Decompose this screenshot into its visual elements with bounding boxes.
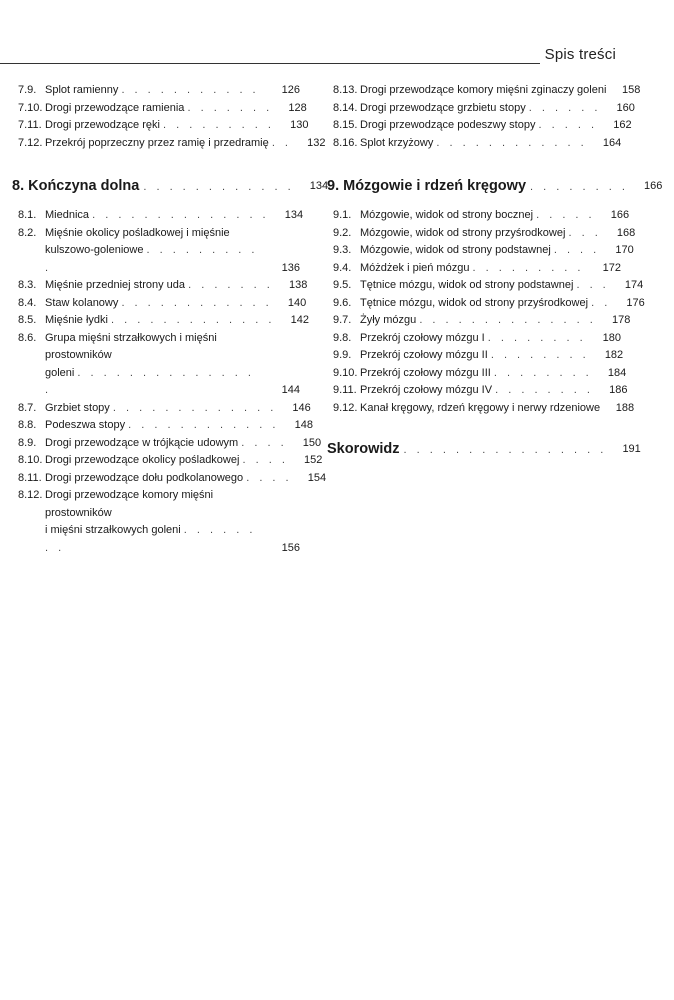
toc-entry[interactable] xyxy=(327,117,632,135)
toc-entry[interactable] xyxy=(12,417,313,435)
leader-dots: . . . . . . . . xyxy=(495,384,594,396)
toc-entry[interactable] xyxy=(12,312,309,330)
entry-number: 9.6. xyxy=(333,296,352,309)
leader-dots: . . . . . . . . . . . . xyxy=(121,296,273,309)
leader-dots: . . . . . . . . . xyxy=(163,119,275,131)
toc-entry[interactable] xyxy=(12,435,322,453)
leader-dots: . . . . . xyxy=(536,209,596,221)
entry-number: 9.10. xyxy=(333,366,358,379)
entry-page: 158 xyxy=(622,84,641,96)
toc-entry[interactable] xyxy=(327,242,634,260)
toc-entry[interactable] xyxy=(12,295,307,313)
entry-page: 174 xyxy=(624,279,644,291)
entry-number: 9.1. xyxy=(333,209,352,221)
leader-dots: . . xyxy=(271,136,292,149)
entry-page: 152 xyxy=(304,454,323,466)
leader-dots: . . . . . . . . . . . . . xyxy=(112,401,277,414)
leader-dots: . . . . . . . . . . . . . . . xyxy=(45,366,255,396)
leader-dots: . . . . . . . . xyxy=(490,349,590,361)
entry-page: 140 xyxy=(287,296,307,309)
entry-title: Żyły mózgu xyxy=(360,314,417,326)
entry-number: 8.1. xyxy=(18,209,37,221)
entry-page: 126 xyxy=(281,84,300,96)
entry-number: 8.4. xyxy=(18,296,37,309)
entry-number: 8.11. xyxy=(18,471,42,484)
entry-title: Splot krzyżowy xyxy=(360,136,434,149)
entry-number: 8.7. xyxy=(18,401,37,414)
leader-dots: . . . . . . . . . . . . xyxy=(436,136,588,149)
entry-page: 160 xyxy=(616,101,635,114)
toc-entry[interactable] xyxy=(12,487,300,557)
toc-group-8 xyxy=(12,207,327,557)
toc-entry[interactable] xyxy=(327,225,636,243)
entry-title: Drogi przewodzące w trójkącie udowym xyxy=(45,436,239,449)
entry-number: 8.14. xyxy=(333,101,358,114)
leader-dots: . . . . . . . . . . . . xyxy=(128,419,279,431)
entry-page: 154 xyxy=(307,471,327,484)
entry-page: 132 xyxy=(307,136,326,149)
leader-dots: . . . . . . . . xyxy=(530,181,629,193)
entry-number: 8.10. xyxy=(18,454,43,466)
toc-entry[interactable] xyxy=(12,330,300,400)
leader-dots: . . . . . . . . xyxy=(487,331,587,344)
index-page: 191 xyxy=(622,443,641,455)
entry-page: 130 xyxy=(290,119,309,131)
entry-page: 142 xyxy=(290,314,309,326)
entry-page: 164 xyxy=(602,136,622,149)
leader-dots: . . . . . . . . . . . . . . xyxy=(92,209,270,221)
toc-entry[interactable] xyxy=(12,117,309,135)
entry-number: 8.9. xyxy=(18,436,37,449)
entry-number: 9.2. xyxy=(333,226,352,239)
entry-title: Grupa mięśni strzałkowych i mięśni prostowników xyxy=(45,331,217,361)
toc-group-8-continued xyxy=(327,82,641,152)
entry-title: Mózgowie, widok od strony bocznej xyxy=(360,209,534,221)
toc-entry[interactable] xyxy=(12,100,307,118)
entry-page: 136 xyxy=(281,261,300,274)
leader-dots: . . . xyxy=(568,226,602,239)
toc-entry[interactable] xyxy=(327,135,621,153)
entry-page: 182 xyxy=(604,349,624,361)
leader-dots: . . . . . . . . . . xyxy=(45,244,258,274)
leader-dots: . . . . . . . . . xyxy=(472,261,584,274)
entry-page: 166 xyxy=(610,209,630,221)
leader-dots: . . xyxy=(591,296,611,309)
entry-number: 9.3. xyxy=(333,244,352,256)
entry-title: Przekrój czołowy mózgu II xyxy=(360,349,488,361)
chapter-title: 8. Kończyna dolna xyxy=(12,178,140,194)
entry-number: 8.13. xyxy=(333,84,358,96)
entry-number: 7.9. xyxy=(18,84,37,96)
entry-page: 146 xyxy=(292,401,311,414)
entry-number: 8.16. xyxy=(333,136,358,149)
entry-page: 172 xyxy=(602,261,621,274)
toc-entry[interactable] xyxy=(327,277,644,295)
entry-page: 176 xyxy=(626,296,645,309)
toc-right-column xyxy=(327,82,663,470)
entry-title: Grzbiet stopy xyxy=(45,401,110,414)
entry-title-cont: goleni xyxy=(45,366,75,379)
toc-left-column xyxy=(12,82,329,557)
entry-page: 144 xyxy=(281,384,300,396)
entry-title: Przekrój czołowy mózgu III xyxy=(360,366,491,379)
leader-dots: . . . . xyxy=(246,471,293,484)
entry-title: Tętnice mózgu, widok od strony przyśrodkowej xyxy=(360,296,589,309)
entry-number: 8.5. xyxy=(18,314,37,326)
entry-title: Drogi przewodzące ręki xyxy=(45,119,160,131)
leader-dots: . . . . . . . xyxy=(188,279,274,291)
entry-title: Mięśnie okolicy pośladkowej i mięśnie xyxy=(45,226,230,239)
entry-number: 8.6. xyxy=(18,331,37,344)
entry-page: 186 xyxy=(609,384,628,396)
toc-entry[interactable] xyxy=(12,400,311,418)
toc-entry[interactable] xyxy=(12,277,308,295)
leader-dots: . . . . . . . . . . . . . . xyxy=(419,314,597,326)
entry-title: Tętnice mózgu, widok od strony podstawnej xyxy=(360,279,574,291)
entry-title: Drogi przewodzące grzbietu stopy xyxy=(360,101,526,114)
toc-entry[interactable] xyxy=(12,470,327,488)
leader-dots: . . . . . . . . . . . . . . . . xyxy=(403,444,607,456)
entry-page: 138 xyxy=(288,279,308,291)
entry-title: Przekrój czołowy mózgu IV xyxy=(360,384,493,396)
entry-page: 180 xyxy=(602,331,621,344)
entry-number: 9.12. xyxy=(333,401,358,414)
chapter-page: 166 xyxy=(644,180,663,192)
entry-title: Podeszwa stopy xyxy=(45,419,126,431)
entry-page: 134 xyxy=(284,209,304,221)
entry-page: 128 xyxy=(288,101,307,114)
toc-entry[interactable] xyxy=(12,82,300,100)
chapter-page: 134 xyxy=(309,180,329,192)
leader-dots: . . . . xyxy=(242,454,289,466)
leader-dots: . . . . . . . . xyxy=(493,366,593,379)
index-title: Skorowidz xyxy=(327,441,400,457)
leader-dots: . . . . . xyxy=(538,119,598,131)
entry-number: 8.12. xyxy=(18,489,43,501)
toc-entry[interactable] xyxy=(327,295,645,313)
entry-number: 7.11. xyxy=(18,119,42,131)
toc-group-9 xyxy=(327,207,645,417)
chapter-title: 9. Mózgowie i rdzeń kręgowy xyxy=(327,178,527,194)
toc-entry[interactable] xyxy=(327,347,624,365)
entry-title: Przekrój poprzeczny przez ramię i przedramię xyxy=(45,136,269,149)
toc-group-7-continued xyxy=(12,82,326,152)
entry-page: 188 xyxy=(615,401,635,414)
leader-dots: . . . . . . . . . . . . . xyxy=(111,314,275,326)
entry-title: Drogi przewodzące ramienia xyxy=(45,101,185,114)
leader-dots: . . . . . . . . . . . xyxy=(121,84,260,96)
leader-dots: . . . . xyxy=(241,436,288,449)
entry-title: Mózgowie, widok od strony przyśrodkowej xyxy=(360,226,566,239)
header-rule xyxy=(0,63,540,64)
toc-entry[interactable] xyxy=(327,330,621,348)
leader-dots: . . . . xyxy=(553,244,600,256)
entry-number: 9.4. xyxy=(333,261,352,274)
entry-title: Móżdżek i pień mózgu xyxy=(360,261,470,274)
toc-entry[interactable] xyxy=(12,452,323,470)
entry-number: 7.10. xyxy=(18,101,43,114)
toc-entry[interactable] xyxy=(12,135,326,153)
entry-page: 150 xyxy=(302,436,322,449)
entry-title: Splot ramienny xyxy=(45,84,119,96)
toc-entry[interactable] xyxy=(12,225,300,278)
entry-page: 156 xyxy=(281,541,300,554)
entry-title: Mięśnie łydki xyxy=(45,314,108,326)
entry-number: 8.2. xyxy=(18,226,37,239)
toc-entry[interactable] xyxy=(327,382,628,400)
toc-entry[interactable] xyxy=(327,365,627,383)
toc-entry[interactable] xyxy=(12,207,304,225)
entry-title: Drogi przewodzące komory mięśni zginaczy goleni xyxy=(360,84,607,96)
entry-number: 9.9. xyxy=(333,349,352,361)
entry-title: Drogi przewodzące okolicy pośladkowej xyxy=(45,454,240,466)
leader-dots: . . . . . . . . . . . . xyxy=(143,181,295,193)
leader-dots: . . . . . . xyxy=(528,101,601,114)
entry-number: 9.7. xyxy=(333,314,352,326)
entry-number: 8.15. xyxy=(333,119,358,131)
page-title: Spis treści xyxy=(544,46,616,63)
entry-number: 8.3. xyxy=(18,279,37,291)
leader-dots: . . . . . . . . xyxy=(45,524,256,554)
toc-entry[interactable] xyxy=(327,82,641,100)
entry-title: Mięśnie przedniej strony uda xyxy=(45,279,186,291)
entry-title: Drogi przewodzące komory mięśni prostowników xyxy=(45,489,214,519)
index-heading[interactable] xyxy=(327,439,641,460)
toc-entry[interactable] xyxy=(327,100,635,118)
entry-number: 9.5. xyxy=(333,279,352,291)
entry-title: Kanał kręgowy, rdzeń kręgowy i nerwy rdzeniowe xyxy=(360,401,601,414)
entry-page: 148 xyxy=(294,419,313,431)
entry-page: 168 xyxy=(616,226,636,239)
entry-number: 8.8. xyxy=(18,419,37,431)
entry-page: 162 xyxy=(613,119,632,131)
chapter-heading-9[interactable] xyxy=(327,176,663,197)
leader-dots: . . . . . . . xyxy=(187,101,273,114)
entry-page: 170 xyxy=(615,244,634,256)
entry-title: Mózgowie, widok od strony podstawnej xyxy=(360,244,551,256)
toc-entry[interactable] xyxy=(327,207,630,225)
toc-entry[interactable] xyxy=(327,312,631,330)
entry-title: Drogi przewodzące podeszwy stopy xyxy=(360,119,536,131)
entry-title: Przekrój czołowy mózgu I xyxy=(360,331,485,344)
entry-title: Miednica xyxy=(45,209,90,221)
entry-title: Drogi przewodzące dołu podkolanowego xyxy=(45,471,244,484)
entry-number: 9.8. xyxy=(333,331,352,344)
chapter-heading-8[interactable] xyxy=(12,176,329,197)
entry-number: 7.12. xyxy=(18,136,43,149)
toc-entry[interactable] xyxy=(327,400,635,418)
entry-title: Staw kolanowy xyxy=(45,296,119,309)
toc-entry[interactable] xyxy=(327,260,621,278)
entry-title-cont: kulszowo-goleniowe xyxy=(45,244,144,256)
entry-page: 184 xyxy=(607,366,627,379)
entry-title-cont: i mięśni strzałkowych goleni xyxy=(45,524,181,536)
entry-page: 178 xyxy=(611,314,631,326)
entry-number: 9.11. xyxy=(333,384,357,396)
leader-dots: . . . xyxy=(576,279,610,291)
